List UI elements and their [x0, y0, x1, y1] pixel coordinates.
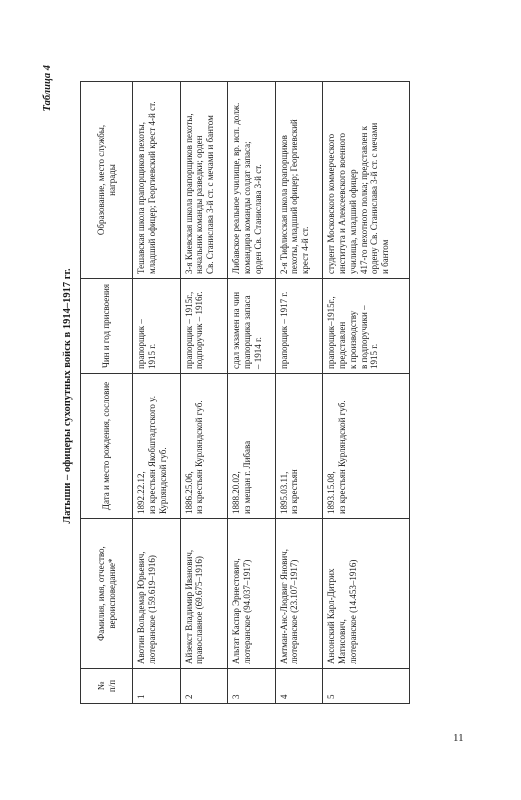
- table-row: [228, 82, 276, 704]
- table-row: [133, 82, 181, 704]
- cell-birth: 1888.20.02, из мещан г. Либава: [228, 374, 276, 519]
- cell-rank: прапорщик – 1915г., подпоручик – 1916г.: [180, 279, 228, 374]
- header-rank: Чин и год присвоения: [81, 279, 133, 374]
- cell-name: Амтман-Анс-Людвиг Янович, лютеранское (23.107–1917): [275, 519, 323, 669]
- table-header-row: [81, 82, 133, 704]
- cell-rank: прапорщик – 1915 г.: [133, 279, 181, 374]
- page-number: 11: [453, 732, 464, 744]
- cell-name: Ансонский Карл-Дитрих Матисович, лютеранское (14.453–1916): [323, 519, 410, 669]
- cell-name: Авотин Вольдемар Юрьевич, лютеранское (159.619–1916): [133, 519, 181, 669]
- table-row: [180, 82, 228, 704]
- table-row: [275, 82, 323, 704]
- cell-education: 2-я Тифлисская школа прапорщиков пехоты, младший офицер; Георгиевский крест 4-й ст.: [275, 82, 323, 279]
- header-education: Образование, место службы, награды: [81, 82, 133, 279]
- officers-table: [80, 81, 410, 704]
- cell-number: 5: [323, 669, 410, 704]
- cell-number: 2: [180, 669, 228, 704]
- table-title: Латыши – офицеры сухопутных войск в 1914–1917 гг.: [62, 268, 73, 524]
- cell-education: Либавское реальное училище, вр. исп. долж. командира команды солдат запаса; орден Св. Станислава 3-й ст.: [228, 82, 276, 279]
- cell-education: студент Московского коммерческого института и Алексеевского военного училища, младший офицер 417-го пехотного полка; представлен к ордену Св. Станислава 3-й ст. с мечами и бантом: [323, 82, 410, 279]
- header-number: № п/п: [81, 669, 133, 704]
- cell-rank: сдал экзамен на чин прапорщика запаса – 1914 г.: [228, 279, 276, 374]
- cell-birth: 1895.03.11, из крестьян: [275, 374, 323, 519]
- cell-name: Айзекст Владимир Иванович, православное (69.675–1916): [180, 519, 228, 669]
- cell-birth: 1886.25.06, из крестьян Курляндской губ.: [180, 374, 228, 519]
- header-name: Фамилия, имя, отчество, вероисповедание*: [81, 519, 133, 669]
- table-row: [323, 82, 410, 704]
- cell-rank: прапорщик – 1917 г.: [275, 279, 323, 374]
- cell-number: 1: [133, 669, 181, 704]
- cell-education: 3-я Киевская школа прапорщиков пехоты, начальник команды разведки; орден Св. Станислава 3-й ст. с мечами и бантом: [180, 82, 228, 279]
- header-birth: Дата и место рождения, сословие: [81, 374, 133, 519]
- table-label: Таблица 4: [42, 65, 53, 112]
- cell-name: Альтат Каспар Эрнестович, лютеранское (94.037–1917): [228, 519, 276, 669]
- cell-education: Тешавская школа прапорщиков пехоты, младший офицер; Георгиевский крест 4-й ст.: [133, 82, 181, 279]
- cell-number: 3: [228, 669, 276, 704]
- cell-rank: прапорщик–1915г., представлен к производству в подпоручики – 1915 г.: [323, 279, 410, 374]
- cell-birth: 1893.15.08, из крестьян Курляндской губ.: [323, 374, 410, 519]
- cell-number: 4: [275, 669, 323, 704]
- cell-birth: 1892.22.12, из крестьян Якобштадтского у. Курляндской губ.: [133, 374, 181, 519]
